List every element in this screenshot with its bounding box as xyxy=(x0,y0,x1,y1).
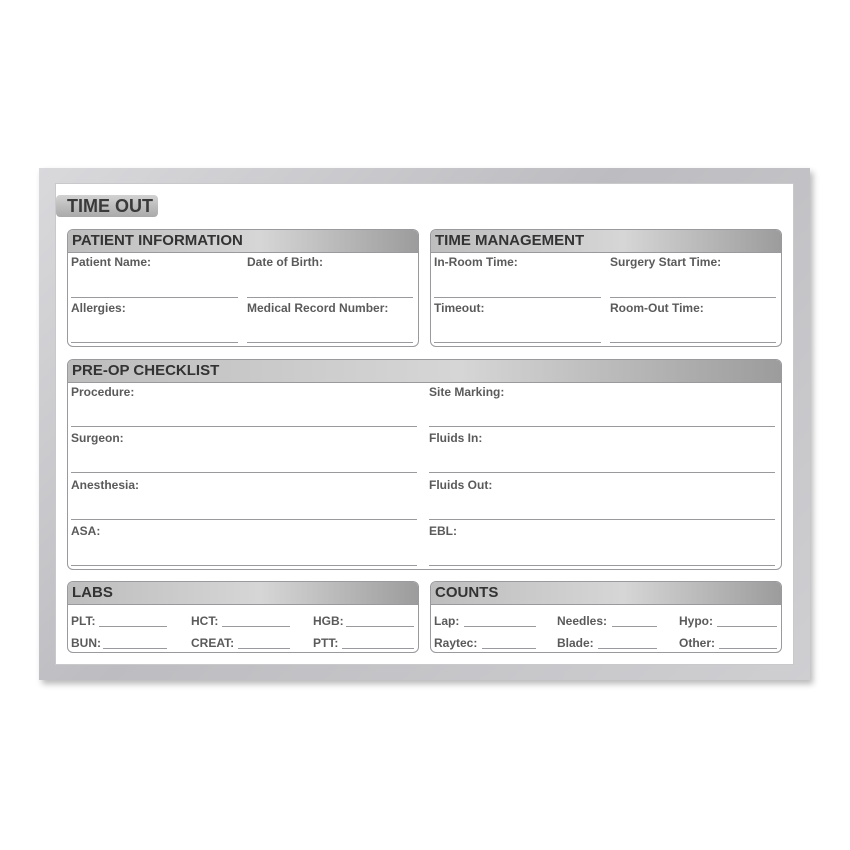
bun-line[interactable] xyxy=(103,648,167,649)
labs-header: LABS xyxy=(68,582,418,605)
ebl-line[interactable] xyxy=(429,565,775,566)
hgb-label: HGB: xyxy=(313,614,344,628)
plt-label: PLT: xyxy=(71,614,96,628)
time-management-header: TIME MANAGEMENT xyxy=(431,230,781,253)
bun-label: BUN: xyxy=(71,636,101,650)
asa-label: ASA: xyxy=(71,524,101,538)
timeout-label: Timeout: xyxy=(434,301,485,315)
allergies-label: Allergies: xyxy=(71,301,126,315)
fluids-out-label: Fluids Out: xyxy=(429,478,493,492)
surgery-start-time-line[interactable] xyxy=(610,297,776,298)
hct-label: HCT: xyxy=(191,614,219,628)
surgeon-label: Surgeon: xyxy=(71,431,124,445)
allergies-line[interactable] xyxy=(71,342,238,343)
hypo-label: Hypo: xyxy=(679,614,713,628)
medical-record-number-line[interactable] xyxy=(247,342,413,343)
in-room-time-label: In-Room Time: xyxy=(434,255,518,269)
surgery-start-time-label: Surgery Start Time: xyxy=(610,255,722,269)
creat-label: CREAT: xyxy=(191,636,235,650)
date-of-birth-label: Date of Birth: xyxy=(247,255,323,269)
lap-label: Lap: xyxy=(434,614,460,628)
patient-name-label: Patient Name: xyxy=(71,255,152,269)
room-out-time-label: Room-Out Time: xyxy=(610,301,704,315)
anesthesia-label: Anesthesia: xyxy=(71,478,140,492)
patient-information-section xyxy=(67,229,419,347)
counts-section xyxy=(430,581,782,653)
creat-line[interactable] xyxy=(238,648,290,649)
fluids-in-line[interactable] xyxy=(429,472,775,473)
time-management-section xyxy=(430,229,782,347)
other-line[interactable] xyxy=(719,648,777,649)
hgb-line[interactable] xyxy=(346,626,414,627)
anesthesia-line[interactable] xyxy=(71,519,417,520)
whiteboard-surface xyxy=(55,183,794,665)
site-marking-label: Site Marking: xyxy=(429,385,505,399)
blade-label: Blade: xyxy=(557,636,594,650)
ptt-line[interactable] xyxy=(342,648,414,649)
plt-line[interactable] xyxy=(99,626,167,627)
board-title: TIME OUT xyxy=(56,195,158,217)
whiteboard-frame xyxy=(39,168,810,680)
pre-op-checklist-header: PRE-OP CHECKLIST xyxy=(68,360,781,383)
raytec-line[interactable] xyxy=(482,648,536,649)
hct-line[interactable] xyxy=(222,626,290,627)
lap-line[interactable] xyxy=(464,626,536,627)
medical-record-number-label: Medical Record Number: xyxy=(247,301,389,315)
needles-label: Needles: xyxy=(557,614,608,628)
procedure-label: Procedure: xyxy=(71,385,135,399)
labs-section xyxy=(67,581,419,653)
raytec-label: Raytec: xyxy=(434,636,478,650)
ebl-label: EBL: xyxy=(429,524,457,538)
ptt-label: PTT: xyxy=(313,636,339,650)
fluids-in-label: Fluids In: xyxy=(429,431,483,445)
surgeon-line[interactable] xyxy=(71,472,417,473)
site-marking-line[interactable] xyxy=(429,426,775,427)
fluids-out-line[interactable] xyxy=(429,519,775,520)
timeout-line[interactable] xyxy=(434,342,601,343)
needles-line[interactable] xyxy=(612,626,657,627)
hypo-line[interactable] xyxy=(717,626,777,627)
other-label: Other: xyxy=(679,636,715,650)
patient-information-header: PATIENT INFORMATION xyxy=(68,230,418,253)
blade-line[interactable] xyxy=(598,648,657,649)
room-out-time-line[interactable] xyxy=(610,342,776,343)
counts-header: COUNTS xyxy=(431,582,781,605)
date-of-birth-line[interactable] xyxy=(247,297,413,298)
pre-op-checklist-section xyxy=(67,359,782,570)
asa-line[interactable] xyxy=(71,565,417,566)
in-room-time-line[interactable] xyxy=(434,297,601,298)
procedure-line[interactable] xyxy=(71,426,417,427)
patient-name-line[interactable] xyxy=(71,297,238,298)
